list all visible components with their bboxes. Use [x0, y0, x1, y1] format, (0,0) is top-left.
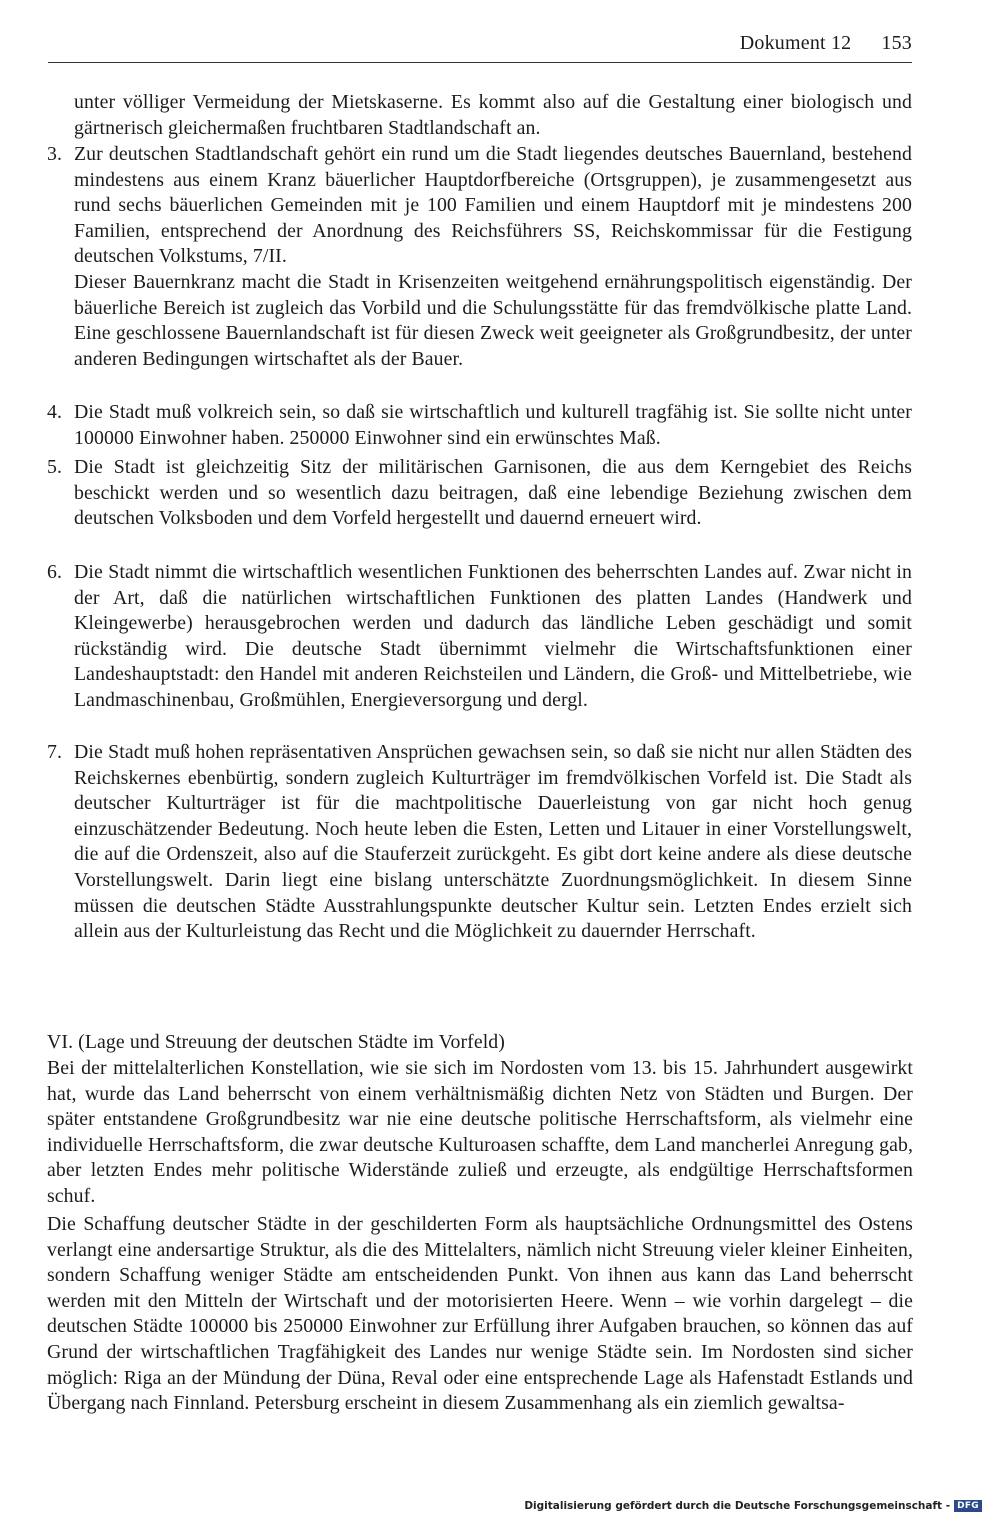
list-item-text: Die Stadt nimmt die wirtschaftlich wesentlichen Funktionen des beherrschten Landes auf. Zwar nicht in der Art, daß die natürlichen wirtschaftlichen Funktionen des platten Landes (Handwerk und Kleingewerbe) herausgebrochen werden und dadurch das ländliche Leben geschädigt und somit rückständig wird. Die deutsche Stadt übernimmt vielmehr die Wirtschaftsfunktionen einer Landeshauptstadt: den Handel mit anderen Reichsteilen und Ländern, die Groß- und Mittelbetriebe, wie Landmaschinenbau, Großmühlen, Energieversorgung und dergl. [74, 561, 912, 711]
list-item-5 [47, 455, 912, 559]
dfg-logo: DFG [954, 1500, 982, 1512]
paragraph-bauernkranz: Dieser Bauernkranz macht die Stadt in Krisenzeiten weitgehend ernährungspolitisch eigenständig. Der bäuerliche Bereich ist zugleich das Vorbild und die Schulungsstätte für das fremdvölkische platte Land. Eine geschlossene Bauernlandschaft ist für diesen Zweck weit geeigneter als Großgrundbesitz, der unter anderen Bedingungen wirtschaftet als der Bauer. [74, 271, 912, 370]
list-marker: 3. [47, 143, 63, 165]
digitization-credit [524, 1500, 982, 1512]
list-marker: 6. [47, 561, 63, 583]
document-label: Dokument 12 [739, 32, 852, 54]
list-item-6 [47, 560, 912, 740]
section-paragraph-1: Bei der mittelalterlichen Konstellation, wie sie sich im Nordosten vom 13. bis 15. Jahrhundert ausgewirkt hat, wurde das Land beherrscht von einem verhältnismäßig dichten Netz von Städten und Burgen. Der später entstandene Großgrundbesitz war nie eine deutsche politische Herrschaftsform, als vielmehr eine individuelle Herrschaftsform, die zwar deutsche Kulturoasen schaffte, dem Land mancherlei Anregung gab, aber letzten Endes mehr politische Widerstände zuließ und erzeugte, als endgültige Herrschaftsformen schuf. [47, 1057, 913, 1207]
running-header [48, 32, 912, 63]
list-item-text: Die Stadt muß volkreich sein, so daß sie wirtschaftlich und kulturell tragfähig ist. Sie sollte nicht unter 100000 Einwohner haben. 250000 Einwohner sind ein erwünschtes Maß. [74, 401, 912, 449]
list-item-4 [47, 400, 912, 452]
list-item-text: Die Stadt muß hohen repräsentativen Ansprüchen gewachsen sein, so daß sie nicht nur allen Städten des Reichskernes ebenbürtig, sondern zugleich Kulturträger im fremdvölkischen Vorfeld ist. Die Stadt als deutscher Kulturträger ist für die machtpolitische Dauerleistung von gar nicht hoch genug einzuschätzender Bedeutung. Noch heute leben die Esten, Letten und Litauer in einer Vorstellungswelt, die auf die Ordenszeit, also auf die Stauferzeit zurückgeht. Es gibt dort keine andere als diese deutsche Vorstellungswelt. Darin liegt eine bislang unterschätzte Zuordnungsmöglichkeit. In diesem Sinne müssen die deutschen Städte Ausstrahlungspunkte deutscher Kultur sein. Letzten Endes erzielt sich allein aus der Kulturleistung das Recht und die Möglichkeit zu dauernder Herrschaft. [74, 741, 912, 943]
section-paragraph-2: Die Schaffung deutscher Städte in der geschilderten Form als hauptsächliche Ordnungsmittel des Ostens verlangt eine andersartige Struktur, als die des Mittelalters, nämlich nicht Streuung vieler kleiner Einheiten, sondern Schaffung weniger Städte am entscheidenden Punkt. Von ihnen aus kann das Land beherrscht werden mit den Mitteln der Wirtschaft und der motorisierten Heere. Wenn – wie vorhin dargelegt – die deutschen Städte 100000 bis 250000 Einwohner zur Erfüllung ihrer Aufgaben brauchen, so können das auf Grund der wirtschaftlichen Tragfähigkeit des Landes nur wenige Städte sein. Im Nordosten sind sicher möglich: Riga an der Mündung der Düna, Reval oder eine entsprechende Lage als Hafenstadt Estlands und Übergang nach Finnland. Petersburg erscheint in diesem Zusammenhang als ein ziemlich gewaltsa- [47, 1213, 913, 1415]
list-item-7 [47, 740, 912, 972]
list-item-3 [47, 142, 912, 270]
list-item-text: Die Stadt ist gleichzeitig Sitz der militärischen Garnisonen, die aus dem Kerngebiet des Reichs beschickt werden und so wesentlich dazu beitragen, daß eine lebendige Beziehung zwischen dem deutschen Volksboden und dem Vorfeld hergestellt und dauernd erneuert wird. [74, 456, 912, 530]
list-marker: 7. [47, 741, 63, 763]
list-marker: 5. [47, 456, 63, 478]
paragraph-continuation: unter völliger Vermeidung der Mietskaserne. Es kommt also auf die Gestaltung einer biologisch und gärtnerisch gleichermaßen fruchtbaren Stadtlandschaft an. [74, 91, 912, 139]
page-number: 153 [881, 32, 912, 54]
section-heading: VI. (Lage und Streuung der deutschen Städte im Vorfeld) [47, 1031, 505, 1053]
list-marker: 4. [47, 401, 63, 423]
header-right [740, 32, 912, 55]
credit-text: Digitalisierung gefördert durch die Deutsche Forschungsgemeinschaft - [524, 1500, 951, 1512]
list-item-text: Zur deutschen Stadtlandschaft gehört ein rund um die Stadt liegendes deutsches Bauernland, bestehend mindestens aus einem Kranz bäuerlicher Hauptdorfbereiche (Ortsgruppen), je zusammengesetzt aus rund sechs bäuerlichen Gemeinden mit je 100 Familien und einem Hauptdorf mit je mindestens 200 Familien, entsprechend der Anordnung des Reichsführers SS, Reichskommissar für die Festigung deutschen Volkstums, 7/II. [74, 143, 912, 268]
